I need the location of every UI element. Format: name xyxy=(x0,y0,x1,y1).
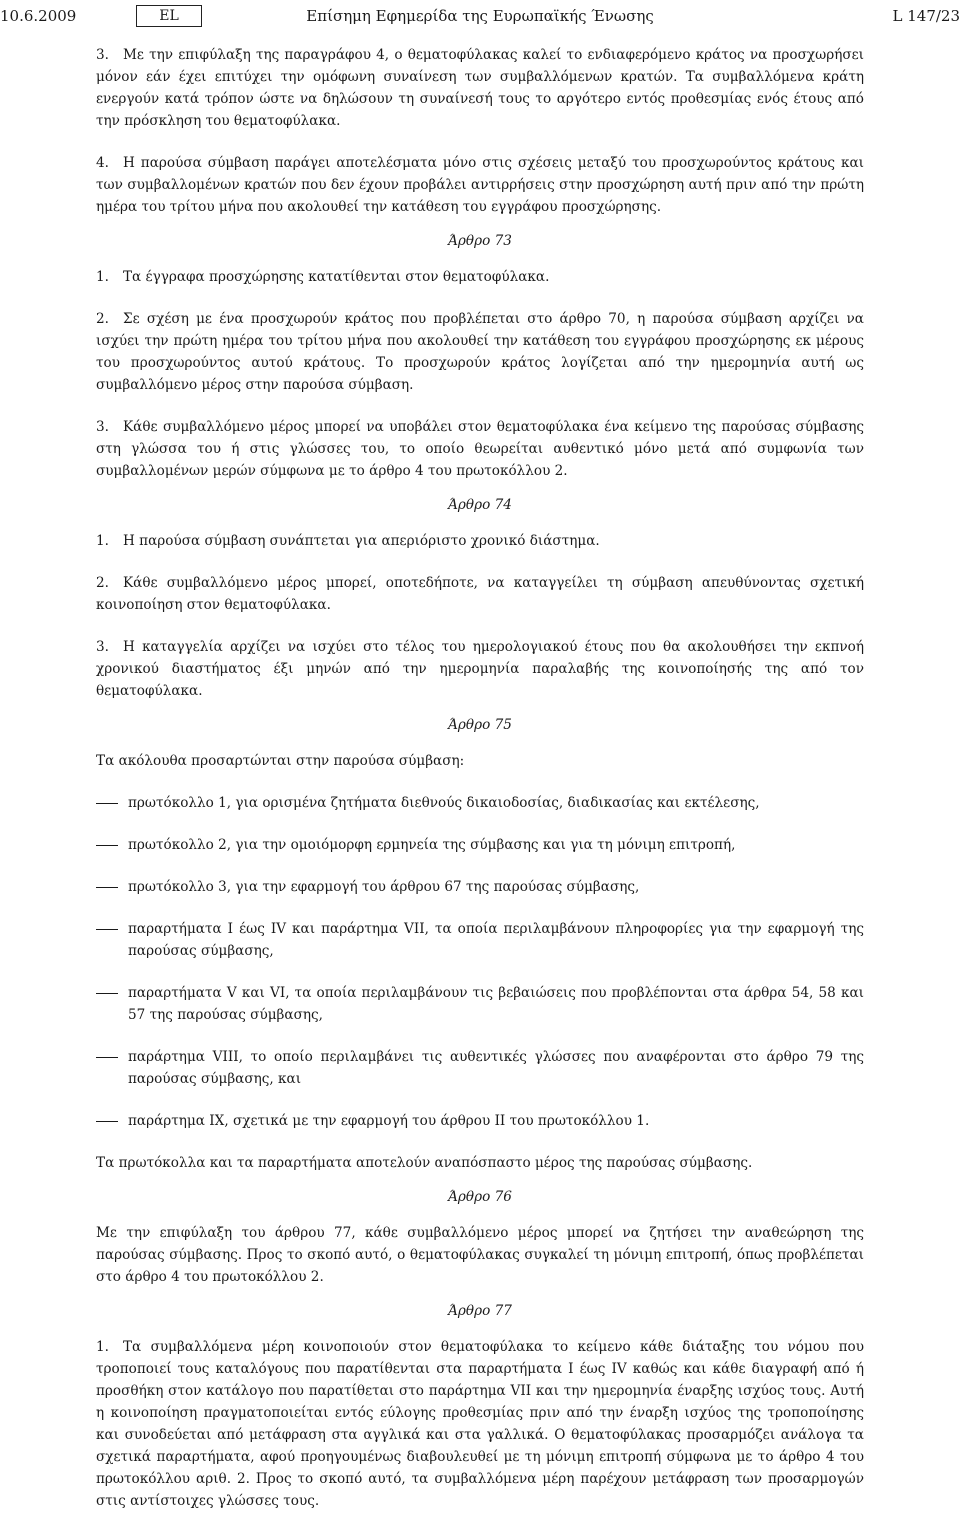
paragraph-text: Κάθε συμβαλλόμενο μέρος μπορεί, οποτεδήποτε, να καταγγείλει τη σύμβαση απευθύνοντας σχετική κοινοποίηση στον θεματοφύλακα. xyxy=(96,575,864,613)
article-75-heading: Άρθρο 75 xyxy=(96,714,864,736)
page-header xyxy=(0,3,960,29)
paragraph-text: Η παρούσα σύμβαση συνάπτεται για απεριόριστο χρονικό διάστημα. xyxy=(123,533,600,549)
article-77-paragraph-1 xyxy=(96,1336,864,1512)
journal-title: Επίσημη Εφημερίδα της Ευρωπαϊκής Ένωσης xyxy=(0,3,960,29)
article-75-intro: Τα ακόλουθα προσαρτώνται στην παρούσα σύμβαση: xyxy=(96,750,864,772)
article-73-paragraph-3 xyxy=(96,416,864,482)
language-badge: EL xyxy=(136,5,202,27)
paragraph-text: Η παρούσα σύμβαση παράγει αποτελέσματα μόνο στις σχέσεις μεταξύ του προσχωρούντος κράτους και των συμβαλλομένων κρατών που δεν έχουν προβάλει αντιρρήσεις στην προσχώρηση αυτή πριν από την πρώτη ημέρα του τρίτου μήνα που ακολουθεί την κατάθεση του εγγράφου προσχώρησης. xyxy=(96,155,864,215)
paragraph-text: Η καταγγελία αρχίζει να ισχύει στο τέλος του ημερολογιακού έτους που θα ακολουθήσει την εκπνοή χρονικού διαστήματος έξι μηνών από την ημερομηνία παραλαβής της κοινοποίησής της από τον θεματοφύλακα. xyxy=(96,639,864,699)
paragraph-number: 2. xyxy=(96,575,109,591)
paragraph-text: Τα συμβαλλόμενα μέρη κοινοποιούν στον θεματοφύλακα το κείμενο κάθε διάταξης του νόμου που τροποποιεί τους καταλόγους που παρατίθενται στα παραρτήματα I έως IV καθώς και κάθε διαγραφή από ή προσθήκη στον κατάλογο που παρατίθεται στο παράρτημα VII και την ημερομηνία έναρξης ισχύος τους. Αυτή η κοινοποίηση πραγματοποιείται εντός εύλογης προθεσμίας πριν από την έναρξη ισχύος της τροποποίησης και συνοδεύεται από μετάφραση στα αγγλικά και στα γαλλικά. Ο θεματοφύλακας προσαρμόζει ανάλογα τα σχετικά παραρτήματα, αφού προηγουμένως διαβουλευθεί με τη μόνιμη επιτροπή σύμφωνα με το άρθρο 4 του πρωτοκόλλου αριθ. 2. Προς το σκοπό αυτό, τα συμβαλλόμενα μέρη παρέχουν μετάφραση των προσαρμογών στις αντίστοιχες γλώσσες τους. xyxy=(96,1339,864,1509)
article-76-text: Με την επιφύλαξη του άρθρου 77, κάθε συμβαλλόμενο μέρος μπορεί να ζητήσει την αναθεώρηση της παρούσας σύμβασης. Προς το σκοπό αυτό, ο θεματοφύλακας συγκαλεί τη μόνιμη επιτροπή, όπως προβλέπεται στο άρθρο 4 του πρωτοκόλλου 2. xyxy=(96,1222,864,1288)
list-item: παράρτημα IX, σχετικά με την εφαρμογή του άρθρου II του πρωτοκόλλου 1. xyxy=(96,1110,864,1132)
annex-list xyxy=(96,792,864,1132)
article-76-heading: Άρθρο 76 xyxy=(96,1186,864,1208)
page-reference: L 147/23 xyxy=(893,3,960,29)
paragraph-number: 3. xyxy=(96,47,109,63)
list-item: παραρτήματα I έως IV και παράρτημα VII, τα οποία περιλαμβάνουν πληροφορίες για την εφαρμογή της παρούσας σύμβασης, xyxy=(96,918,864,962)
paragraph-number: 1. xyxy=(96,533,109,549)
article-73-heading: Άρθρο 73 xyxy=(96,230,864,252)
article-73-paragraph-1 xyxy=(96,266,864,288)
paragraph-text: Σε σχέση με ένα προσχωρούν κράτος που προβλέπεται στο άρθρο 70, η παρούσα σύμβαση αρχίζει να ισχύει την πρώτη ημέρα του τρίτου μήνα που ακολουθεί την κατάθεση του εγγράφου προσχώρησης εκ μέρους του προσχωρούντος αυτού κράτους. Το προσχωρούν κράτος λογίζεται από την ημερομηνία αυτή ως συμβαλλόμενο μέρος στην παρούσα σύμβαση. xyxy=(96,311,864,393)
list-item: παραρτήματα V και VI, τα οποία περιλαμβάνουν τις βεβαιώσεις που προβλέπονται στα άρθρα 54, 58 και 57 της παρούσας σύμβασης, xyxy=(96,982,864,1026)
article-74-paragraph-3 xyxy=(96,636,864,702)
paragraph-number: 3. xyxy=(96,419,109,435)
paragraph-number: 3. xyxy=(96,639,109,655)
list-item: πρωτόκολλο 1, για ορισμένα ζητήματα διεθνούς δικαιοδοσίας, διαδικασίας και εκτέλεσης, xyxy=(96,792,864,814)
article-74-heading: Άρθρο 74 xyxy=(96,494,864,516)
paragraph-4 xyxy=(96,152,864,218)
paragraph-text: Με την επιφύλαξη της παραγράφου 4, ο θεματοφύλακας καλεί το ενδιαφερόμενο κράτος να προσχωρήσει μόνον εάν έχει επιτύχει την ομόφωνη συναίνεση των συμβαλλόμενων κρατών. Τα συμβαλλόμενα κράτη ενεργούν κατά τρόπον ώστε να δηλώσουν τη συναίνεσή τους το αργότερο εντός προθεσμίας ενός έτους από την πρόσκληση του θεματοφύλακα. xyxy=(96,47,864,129)
list-item: παράρτημα VIII, το οποίο περιλαμβάνει τις αυθεντικές γλώσσες που αναφέρονται στο άρθρο 79 της παρούσας σύμβασης, και xyxy=(96,1046,864,1090)
paragraph-number: 4. xyxy=(96,155,109,171)
document-body xyxy=(96,44,864,1532)
header-date: 10.6.2009 xyxy=(0,3,76,29)
paragraph-number: 1. xyxy=(96,1339,109,1355)
paragraph-text: Κάθε συμβαλλόμενο μέρος μπορεί να υποβάλει στον θεματοφύλακα ένα κείμενο της παρούσας σύμβασης στη γλώσσα του ή στις γλώσσες του, το οποίο θεωρείται αυθεντικό μόνο μετά από συμφωνία των συμβαλλομένων μερών σύμφωνα με το άρθρο 4 του πρωτοκόλλου 2. xyxy=(96,419,864,479)
article-73-paragraph-2 xyxy=(96,308,864,396)
article-75-closing: Τα πρωτόκολλα και τα παραρτήματα αποτελούν αναπόσπαστο μέρος της παρούσας σύμβασης. xyxy=(96,1152,864,1174)
list-item: πρωτόκολλο 2, για την ομοιόμορφη ερμηνεία της σύμβασης και για τη μόνιμη επιτροπή, xyxy=(96,834,864,856)
paragraph-text: Τα έγγραφα προσχώρησης κατατίθενται στον θεματοφύλακα. xyxy=(123,269,549,285)
paragraph-number: 2. xyxy=(96,311,109,327)
list-item: πρωτόκολλο 3, για την εφαρμογή του άρθρου 67 της παρούσας σύμβασης, xyxy=(96,876,864,898)
paragraph-3 xyxy=(96,44,864,132)
article-74-paragraph-2 xyxy=(96,572,864,616)
paragraph-number: 1. xyxy=(96,269,109,285)
article-74-paragraph-1 xyxy=(96,530,864,552)
article-77-heading: Άρθρο 77 xyxy=(96,1300,864,1322)
